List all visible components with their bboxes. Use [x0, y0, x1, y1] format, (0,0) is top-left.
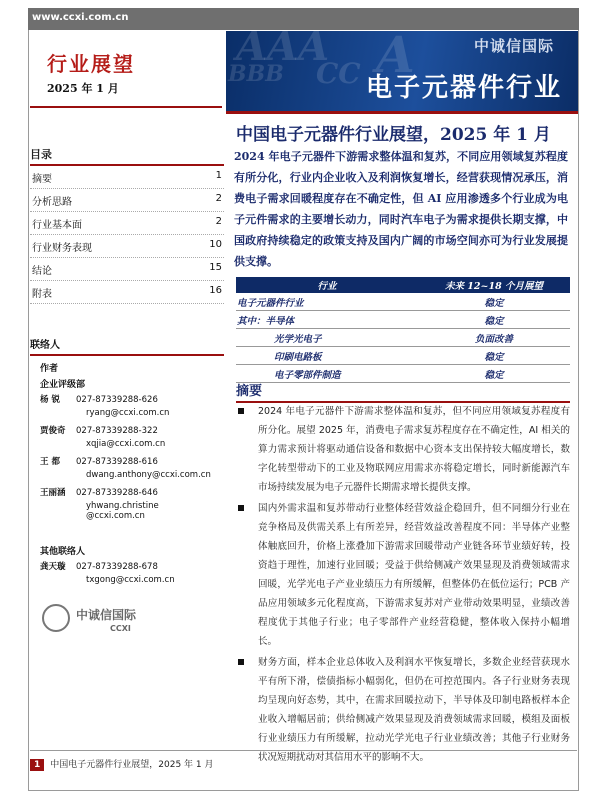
toc-item-label: 行业财务表现: [32, 243, 92, 254]
toc-item-label: 结论: [32, 266, 52, 277]
toc-item-page: 10: [209, 239, 222, 250]
toc-heading: 目录: [30, 146, 224, 166]
bullet-square-icon: [238, 659, 244, 665]
toc-item-page: 15: [209, 262, 222, 273]
main-title: 中国电子元器件行业展望，2025 年 1 月: [236, 125, 551, 145]
summary-paragraph: 2024 年电子元器件下游需求整体温和复苏，不同应用领域复苏程度有所分化，行业内企业收入及利润恢复增长，经营获现情况承压，消费电子需求回暖程度存在不确定性，但 AI 应用渗透多个行业成为电子元件需求的主要增长动力，同时汽车电子为需求提供长期支撑，中国政府持续稳定的政策支持及国内广阔的市场空间亦可为行业发展提供支撑。: [234, 150, 568, 268]
contact-name: 王丽涵: [40, 488, 66, 498]
toc-item-page: 2: [215, 193, 222, 204]
logo-abbr: CCXI: [110, 624, 131, 633]
bullet-square-icon: [238, 505, 244, 511]
banner-industry: 电子元器件行业: [365, 73, 562, 103]
contact-person: [40, 560, 220, 585]
toc-item[interactable]: [30, 166, 224, 189]
table-row: [236, 311, 570, 329]
toc-item-label: 附表: [32, 289, 52, 300]
toc-item-page: 2: [215, 216, 222, 227]
page-footer: [30, 757, 213, 771]
table-row: [236, 347, 570, 365]
abstract-bullets: [236, 402, 570, 769]
banner-divider: [226, 111, 578, 114]
toc-item[interactable]: [30, 258, 224, 281]
bullet-square-icon: [238, 408, 244, 414]
banner-deco: AAA: [236, 31, 330, 70]
contact-phone: 027-87339288-678: [76, 562, 158, 572]
report-date: 2025 年 1 月: [47, 82, 119, 95]
toc-item-label: 分析思路: [32, 197, 72, 208]
company-logo: [42, 600, 172, 640]
logo-name: 中诚信国际: [76, 608, 137, 622]
contact-phone: 027-87339288-322: [76, 426, 158, 436]
contact-email[interactable]: xqjia@ccxi.com.cn: [86, 439, 166, 449]
banner-brand: 中诚信国际: [473, 37, 554, 55]
banner-deco: A: [376, 31, 415, 84]
outlook-cell: 稳定: [418, 293, 570, 311]
toc-item-label: 行业基本面: [32, 220, 82, 231]
bullet-text: 财务方面，样本企业总体收入及利润水平恢复增长，多数企业经营获现水平有所下滑，偿债指标小幅弱化，但仍在可控范围内。各子行业财务表现均呈现向好态势，其中，在需求回暖拉动下，半导体及印制电路板样本企业收入增幅居前；供给侧减产效果显现及消费领域需求回暖，模组及面板行业业绩压力有所缓解，拉动光学光电子行业业绩改善；其他子行业财务状况短期扰动对其信用水平的影响不大。: [258, 657, 570, 763]
bullet-text: 国内外需求温和复苏带动行业整体经营效益企稳回升，但不同细分行业在竞争格局及供需关系上有所差异，经营效益改善程度不同：半导体产业整体触底回升，价格上涨叠加下游需求回暖带动产业链各环节业绩好转，投资趋于理性，加速行业回暖；受益于供给侧减产效果显现及消费领域需求回暖，光学光电子产业业绩压力有所缓解，但整体仍在低位运行；PCB 产品应用领域多元化程度高，下游需求复苏对产业带动效果明显，业绩改善程度优于其他子行业；电子零部件产业经营稳健，整体收入保持小幅增长。: [258, 503, 570, 647]
table-header: 行业: [236, 277, 418, 293]
contact-name: 王 都: [40, 457, 60, 467]
industry-cell: 电子零部件制造: [236, 365, 418, 383]
banner-deco: CC: [316, 57, 361, 90]
contact-phone: 027-87339288-626: [76, 395, 158, 405]
toc-item[interactable]: [30, 235, 224, 258]
contact-phone: 027-87339288-616: [76, 457, 158, 467]
contact-person: [40, 393, 220, 418]
table-row: [236, 293, 570, 311]
contact-name: 贾俊奇: [40, 426, 66, 436]
footer-text: 中国电子元器件行业展望，2025 年 1 月: [50, 760, 214, 770]
industry-cell: 光学光电子: [236, 329, 418, 347]
footer-divider: [30, 750, 577, 751]
outlook-cell: 负面改善: [418, 329, 570, 347]
abstract-bullet: [236, 402, 570, 497]
toc-item[interactable]: [30, 281, 224, 304]
contact-person: [40, 424, 220, 449]
outlook-cell: 稳定: [418, 365, 570, 383]
department-label: 企业评级部: [40, 380, 86, 390]
contact-email[interactable]: dwang.anthony@ccxi.com.cn: [86, 470, 211, 480]
toc-item[interactable]: [30, 189, 224, 212]
report-type-title: 行业展望: [47, 52, 135, 76]
contact-person: [40, 486, 220, 521]
industry-cell: 其中：半导体: [236, 311, 418, 329]
outlook-cell: 稳定: [418, 311, 570, 329]
abstract-heading: 摘要: [236, 380, 570, 403]
other-contacts-label: 其他联络人: [40, 547, 86, 557]
contact-name: 杨 锐: [40, 395, 60, 405]
contact-email[interactable]: yhwang.christine @ccxi.com.cn: [86, 501, 159, 521]
site-url[interactable]: www.ccxi.com.cn: [32, 12, 129, 23]
contact-email[interactable]: txgong@ccxi.com.cn: [86, 575, 175, 585]
industry-cell: 印刷电路板: [236, 347, 418, 365]
logo-mark-icon: [42, 604, 70, 632]
toc-item[interactable]: [30, 212, 224, 235]
industry-cell: 电子元器件行业: [236, 293, 418, 311]
table-header: 未来 12~18 个月展望: [418, 277, 570, 293]
bullet-text: 2024 年电子元器件下游需求整体温和复苏，但不同应用领域复苏程度有所分化。展望 2025 年，消费电子需求复苏程度存在不确定性，AI 相关的算力需求预计将驱动通信设备和数据中心资本支出保持较大幅度增长，数字化转型带动下的工业及物联网应用需求亦将稳定增长，同时新能源汽车市场持续发展为电子元器件长期需求增长提供支撑。: [258, 406, 570, 493]
author-label: 作者: [40, 364, 59, 374]
outlook-table: [236, 277, 570, 383]
left-divider: [30, 106, 222, 108]
table-row: [236, 329, 570, 347]
contact-phone: 027-87339288-646: [76, 488, 158, 498]
contact-name: 龚天璇: [40, 562, 66, 572]
abstract-bullet: [236, 499, 570, 651]
contacts-heading: 联络人: [30, 336, 224, 356]
toc-item-page: 1: [215, 170, 222, 181]
table-of-contents: [30, 166, 224, 304]
toc-item-page: 16: [209, 285, 222, 296]
outlook-cell: 稳定: [418, 347, 570, 365]
page-number: 1: [30, 759, 44, 771]
header-banner: [226, 31, 578, 111]
contact-email[interactable]: ryang@ccxi.com.cn: [86, 408, 170, 418]
contact-person: [40, 455, 220, 480]
top-bar: [28, 8, 579, 30]
toc-item-label: 摘要: [32, 174, 52, 185]
banner-deco: BBB: [228, 61, 284, 87]
